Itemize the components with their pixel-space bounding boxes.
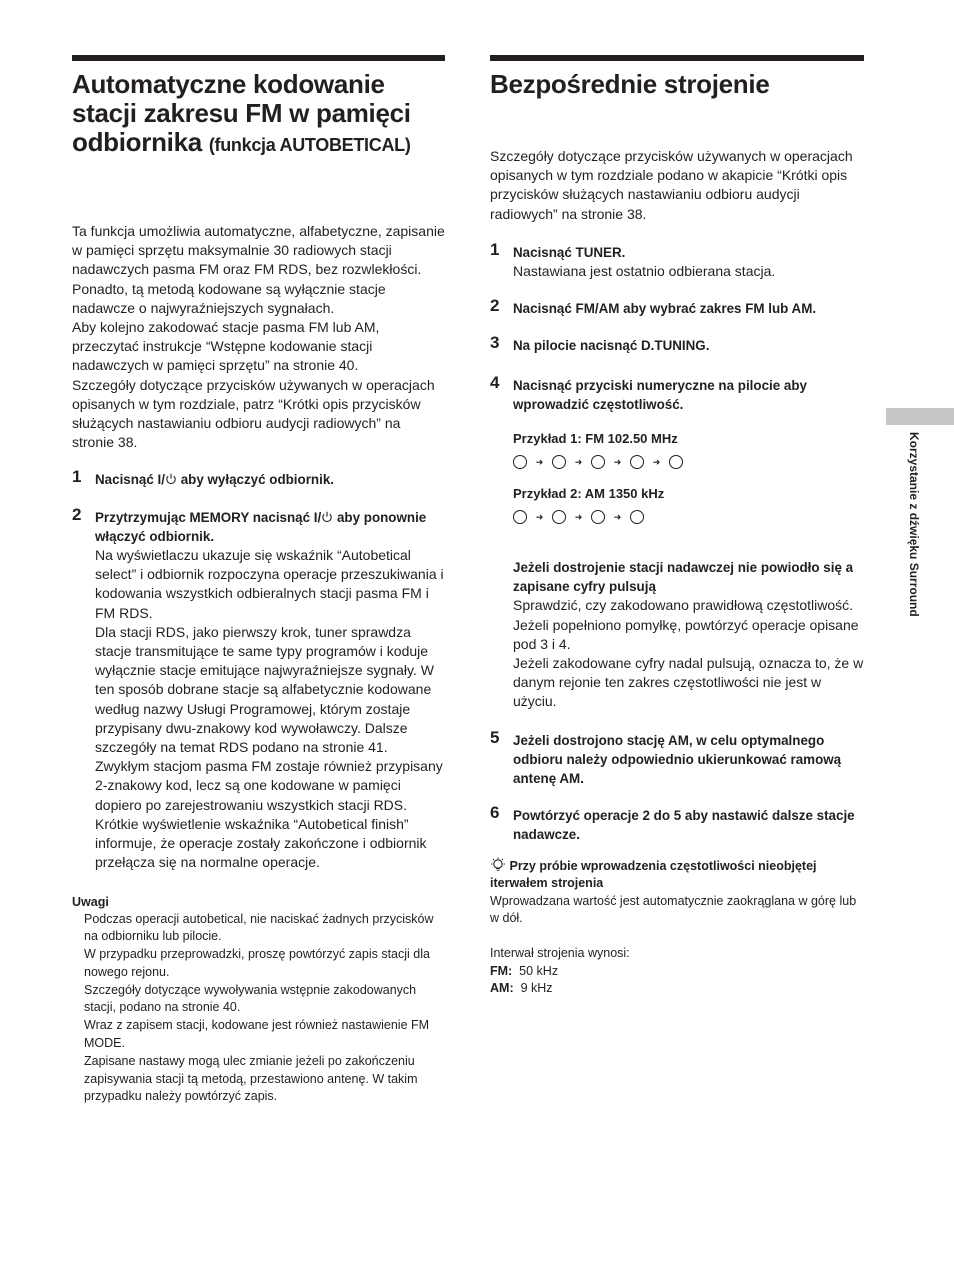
number-key-icon: [591, 455, 605, 469]
key-sequence-1: [513, 452, 864, 472]
arrow-right-icon: ➜: [535, 456, 544, 467]
step-text-pre: Nacisnąć I/: [95, 472, 165, 488]
step-3: [490, 333, 864, 355]
step-6: [490, 803, 864, 844]
fm-label: FM:: [490, 963, 513, 978]
interval-label: Interwał strojenia wynosi:: [490, 946, 630, 961]
step-description: Nastawiana jest ostatnio odbierana stacja.: [513, 263, 776, 280]
intro-paragraph: Ta funkcja umożliwia automatyczne, alfabetyczne, zapisanie w pamięci sprzętu maksymalnie 30 radiowych stacji nadawczych pasma FM oraz FM RDS, bez rozwlekłości. Ponadto, tą metodą kodowane są wyłącznie stacje nadawcze o najwyraźniejszych sygnałach.: [72, 223, 445, 316]
power-icon: [321, 511, 333, 523]
number-key-icon: [513, 510, 527, 524]
step-paragraph: Na wyświetlaczu ukazuje się wskaźnik “Autobetical select” i odbiornik rozpoczyna operacje przeszukiwania i kodowania wszystkich odbieralnych stacji pasma FM i FM RDS.: [95, 547, 444, 621]
left-column: [72, 55, 445, 1106]
pulse-paragraph: Jeżeli zakodowane cyfry nadal pulsują, oznacza to, że w danym rejonie ten zakres częstotliwości nie jest w użyciu.: [513, 655, 864, 710]
step-instruction: Nacisnąć TUNER.: [513, 244, 626, 260]
step-instruction: Jeżeli dostrojono stację AM, w celu optymalnego odbioru należy odpowiednio ukierunkować ramową antenę AM.: [513, 732, 842, 787]
pulse-paragraph: Sprawdzić, czy zakodowano prawidłową częstotliwość. Jeżeli popełniono pomyłkę, powtórzyć operacje opisane pod 3 i 4.: [513, 597, 859, 652]
intro-paragraph: Szczegóły dotyczące przycisków używanych w operacjach opisanych w tym rozdziale podano w akapicie “Krótki opis przycisków służących nastawianiu odbioru audycji radiowych” na stronie 38.: [490, 148, 853, 222]
step-number: 3: [490, 333, 500, 353]
section-title-autobetical: [72, 70, 445, 160]
side-tab-label: [905, 432, 923, 662]
step-2: [490, 296, 864, 318]
example-2-label: Przykład 2: AM 1350 kHz: [513, 486, 665, 502]
arrow-right-icon: ➜: [652, 456, 661, 467]
number-key-icon: [513, 455, 527, 469]
number-key-icon: [630, 510, 644, 524]
example-1-label: Przykład 1: FM 102.50 MHz: [513, 431, 678, 447]
side-tab-text: Korzystanie z dźwięku Surround: [907, 432, 921, 617]
power-icon: [165, 473, 177, 485]
fm-value: 50 kHz: [519, 963, 559, 978]
step-number: 1: [72, 467, 82, 487]
notes-list: [84, 911, 445, 1107]
pulse-heading: Jeżeli dostrojenie stacji nadawczej nie powiodło się a zapisane cyfry pulsują: [513, 560, 854, 595]
step-2: [72, 504, 445, 873]
note-item: W przypadku przeprowadzki, proszę powtórzyć zapis stacji dla nowego rejonu.: [84, 947, 430, 979]
step-instruction: [95, 472, 334, 487]
intro-paragraph: Szczegóły dotyczące przycisków używanych w operacjach opisanych w tym rozdziale, patrz “Krótki opis przycisków służących nastawianiu odbioru audycji radiowych” na stronie 38.: [72, 376, 435, 451]
step-1: [490, 239, 864, 281]
step-number: 5: [490, 727, 500, 747]
lightbulb-icon: [490, 857, 506, 873]
step-4: [490, 372, 864, 414]
step-instruction: Nacisnąć przyciski numeryczne na pilocie aby wprowadzić częstotliwość.: [513, 377, 807, 412]
intro-text: [72, 222, 445, 452]
tip-text: Wprowadzana wartość jest automatycznie zaokrąglana w górę lub w dół.: [490, 893, 857, 926]
pulse-description: [513, 596, 864, 711]
step-text-pre: Przytrzymując MEMORY nacisnąć I/: [95, 509, 322, 525]
right-column: [490, 55, 864, 998]
am-value: 9 kHz: [520, 981, 553, 996]
tip-heading: Przy próbie wprowadzenia częstotliwości nieobjętej iterwałem strojenia: [490, 858, 817, 891]
step-1: [72, 467, 445, 489]
arrow-right-icon: ➜: [574, 511, 583, 522]
am-label: AM:: [490, 981, 514, 996]
step-text-post: aby wyłączyć odbiornik.: [176, 472, 334, 488]
step-instruction: Nacisnąć FM/AM aby wybrać zakres FM lub AM.: [513, 301, 817, 317]
number-key-icon: [591, 510, 605, 524]
interval-fm: [490, 963, 864, 981]
step-instruction: Powtórzyć operacje 2 do 5 aby nastawić dalsze stacje nadawcze.: [513, 808, 855, 843]
tip-box: [490, 857, 864, 928]
step-instruction: [95, 508, 445, 546]
intro-text: [490, 147, 864, 224]
title-rule: [72, 55, 445, 61]
intro-paragraph: Aby kolejno zakodować stacje pasma FM lub AM, przeczytać instrukcje “Wstępne kodowanie stacji nadawczych w pamięci sprzętu” na stronie 40.: [72, 319, 380, 374]
note-item: Podczas operacji autobetical, nie naciskać żadnych przycisków na odbiorniku lub pilocie.: [84, 911, 434, 944]
step-paragraph: Dla stacji RDS, jako pierwszy krok, tuner sprawdza stacje transmitujące te same typy programów i koduje wyłącznie stacje emitujące najwyraźniejsze sygnały. W ten sposób dobrane stacje są alfabetycznie kodowane według nazwy Usługi Programowej, którym zostaje przypisany dwu-znakowy kod wywoławczy. Dalsze szczegóły na temat RDS podano na stronie 41.: [95, 623, 434, 756]
step-text-post: aby ponownie włączyć odbiornik.: [95, 509, 427, 544]
step-number: 2: [72, 504, 82, 524]
step-5: [490, 727, 864, 789]
arrow-right-icon: ➜: [613, 511, 622, 522]
number-key-icon: [669, 455, 683, 469]
step-number: 4: [490, 372, 500, 392]
note-item: Zapisane nastawy mogą ulec zmianie jeżeli po zakończeniu zapisywania stacji tą metodą, przestawiono antenę. W takim przypadku należy powtórzyć zapis.: [84, 1053, 418, 1104]
side-tab-marker: [886, 408, 954, 425]
number-key-icon: [552, 455, 566, 469]
arrow-right-icon: ➜: [574, 456, 583, 467]
notes-heading: Uwagi: [72, 894, 109, 909]
arrow-right-icon: ➜: [535, 511, 544, 522]
pulse-info: [490, 558, 864, 712]
title-sub: (funkcja AUTOBETICAL): [208, 135, 411, 155]
number-key-icon: [630, 455, 644, 469]
step-number: 2: [490, 296, 500, 316]
step-paragraph: Krótkie wyświetlenie wskaźnika “Autobetical finish” informuje, że operacje zostały zakończone i odbiornik przełącza się na normalne operacje.: [95, 815, 427, 871]
interval-am: [490, 980, 864, 998]
step-number: 6: [490, 803, 500, 823]
note-item: Szczegóły dotyczące wywoływania wstępnie zakodowanych stacji, podano na stronie 40.: [84, 982, 417, 1015]
title-rule: [490, 55, 864, 61]
step-description: [95, 546, 445, 872]
interval-info: [490, 945, 864, 998]
arrow-right-icon: ➜: [613, 456, 622, 467]
title-main: Automatyczne kodowanie stacji zakresu FM w pamięci odbiornika: [72, 69, 411, 157]
section-title-direct-tuning: Bezpośrednie strojenie: [490, 69, 770, 99]
step-paragraph: Zwykłym stacjom pasma FM zostaje również przypisany 2-znakowy kod, lecz są one kodowane w pamięci dopiero po zarejestrowaniu wszystkich stacji RDS.: [95, 758, 443, 813]
note-item: Wraz z zapisem stacji, kodowane jest również nastawienie FM MODE.: [84, 1018, 430, 1051]
number-key-icon: [552, 510, 566, 524]
step-instruction: Na pilocie nacisnąć D.TUNING.: [513, 338, 710, 354]
key-sequence-2: [513, 507, 864, 527]
step-number: 1: [490, 239, 500, 259]
